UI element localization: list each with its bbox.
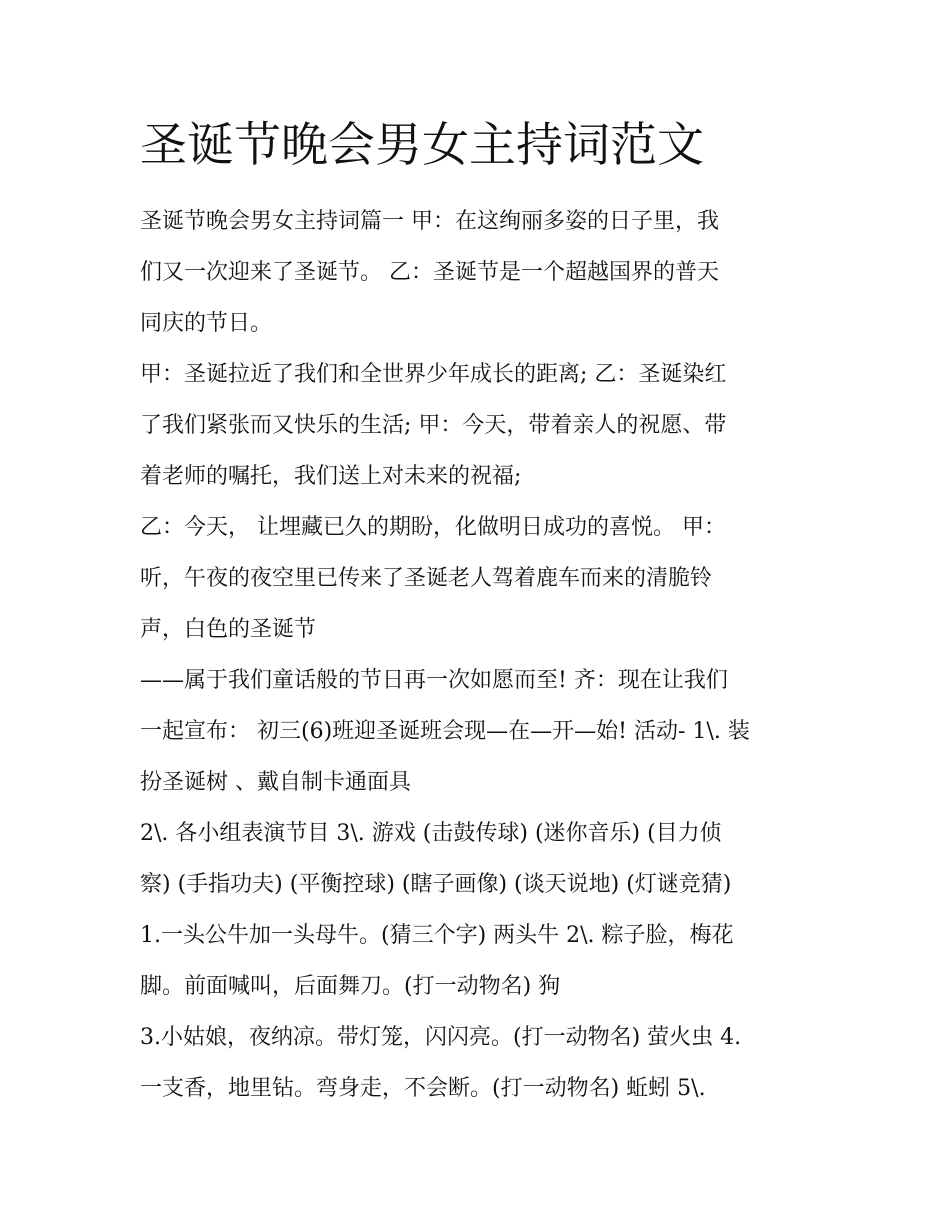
text-line: 了我们紧张而又快乐的生活; 甲：今天，带着亲人的祝愿、带 [140,413,727,438]
text-line: 2\. 各小组表演节目 3\. 游戏 (击鼓传球) (迷你音乐) (目力侦 [140,821,722,846]
document-body [140,196,820,1114]
text-line: 着老师的嘱托，我们送上对未来的祝福; [140,464,522,489]
text-line: 扮圣诞树 、戴自制卡通面具 [140,770,411,795]
text-line: ——属于我们童话般的节日再一次如愿而至! 齐：现在让我们 [140,668,728,693]
text-line: 一起宣布： 初三(6)班迎圣诞班会现—在—开—始! 活动- 1\. 装 [140,719,750,744]
text-line: 圣诞节晚会男女主持词篇一 甲：在这绚丽多姿的日子里，我 [140,209,719,234]
document-title: 圣诞节晚会男女主持词范文 [140,118,704,173]
text-line: 听，午夜的夜空里已传来了圣诞老人驾着鹿车而来的清脆铃 [140,566,713,591]
text-line: 乙：今天， 让埋藏已久的期盼，化做明日成功的喜悦。 甲： [140,515,726,540]
text-line: 声，白色的圣诞节 [140,617,317,642]
text-line: 3.小姑娘，夜纳凉。带灯笼，闪闪亮。(打一动物名) 萤火虫 4. [140,1025,742,1050]
text-line: 1.一头公牛加一头母牛。(猜三个字) 两头牛 2\. 粽子脸，梅花 [140,923,734,948]
text-line: 一支香，地里钻。弯身走，不会断。(打一动物名) 蚯蚓 5\. [140,1076,706,1101]
text-line: 们又一次迎来了圣诞节。 乙：圣诞节是一个超越国界的普天 [140,260,719,285]
text-line: 察) (手指功夫) (平衡控球) (瞎子画像) (谈天说地) (灯谜竞猜) [140,872,732,897]
text-line: 甲：圣诞拉近了我们和全世界少年成长的距离; 乙：圣诞染红 [140,362,727,387]
text-line: 同庆的节日。 [140,311,273,336]
text-line: 脚。前面喊叫，后面舞刀。(打一动物名) 狗 [140,974,561,999]
